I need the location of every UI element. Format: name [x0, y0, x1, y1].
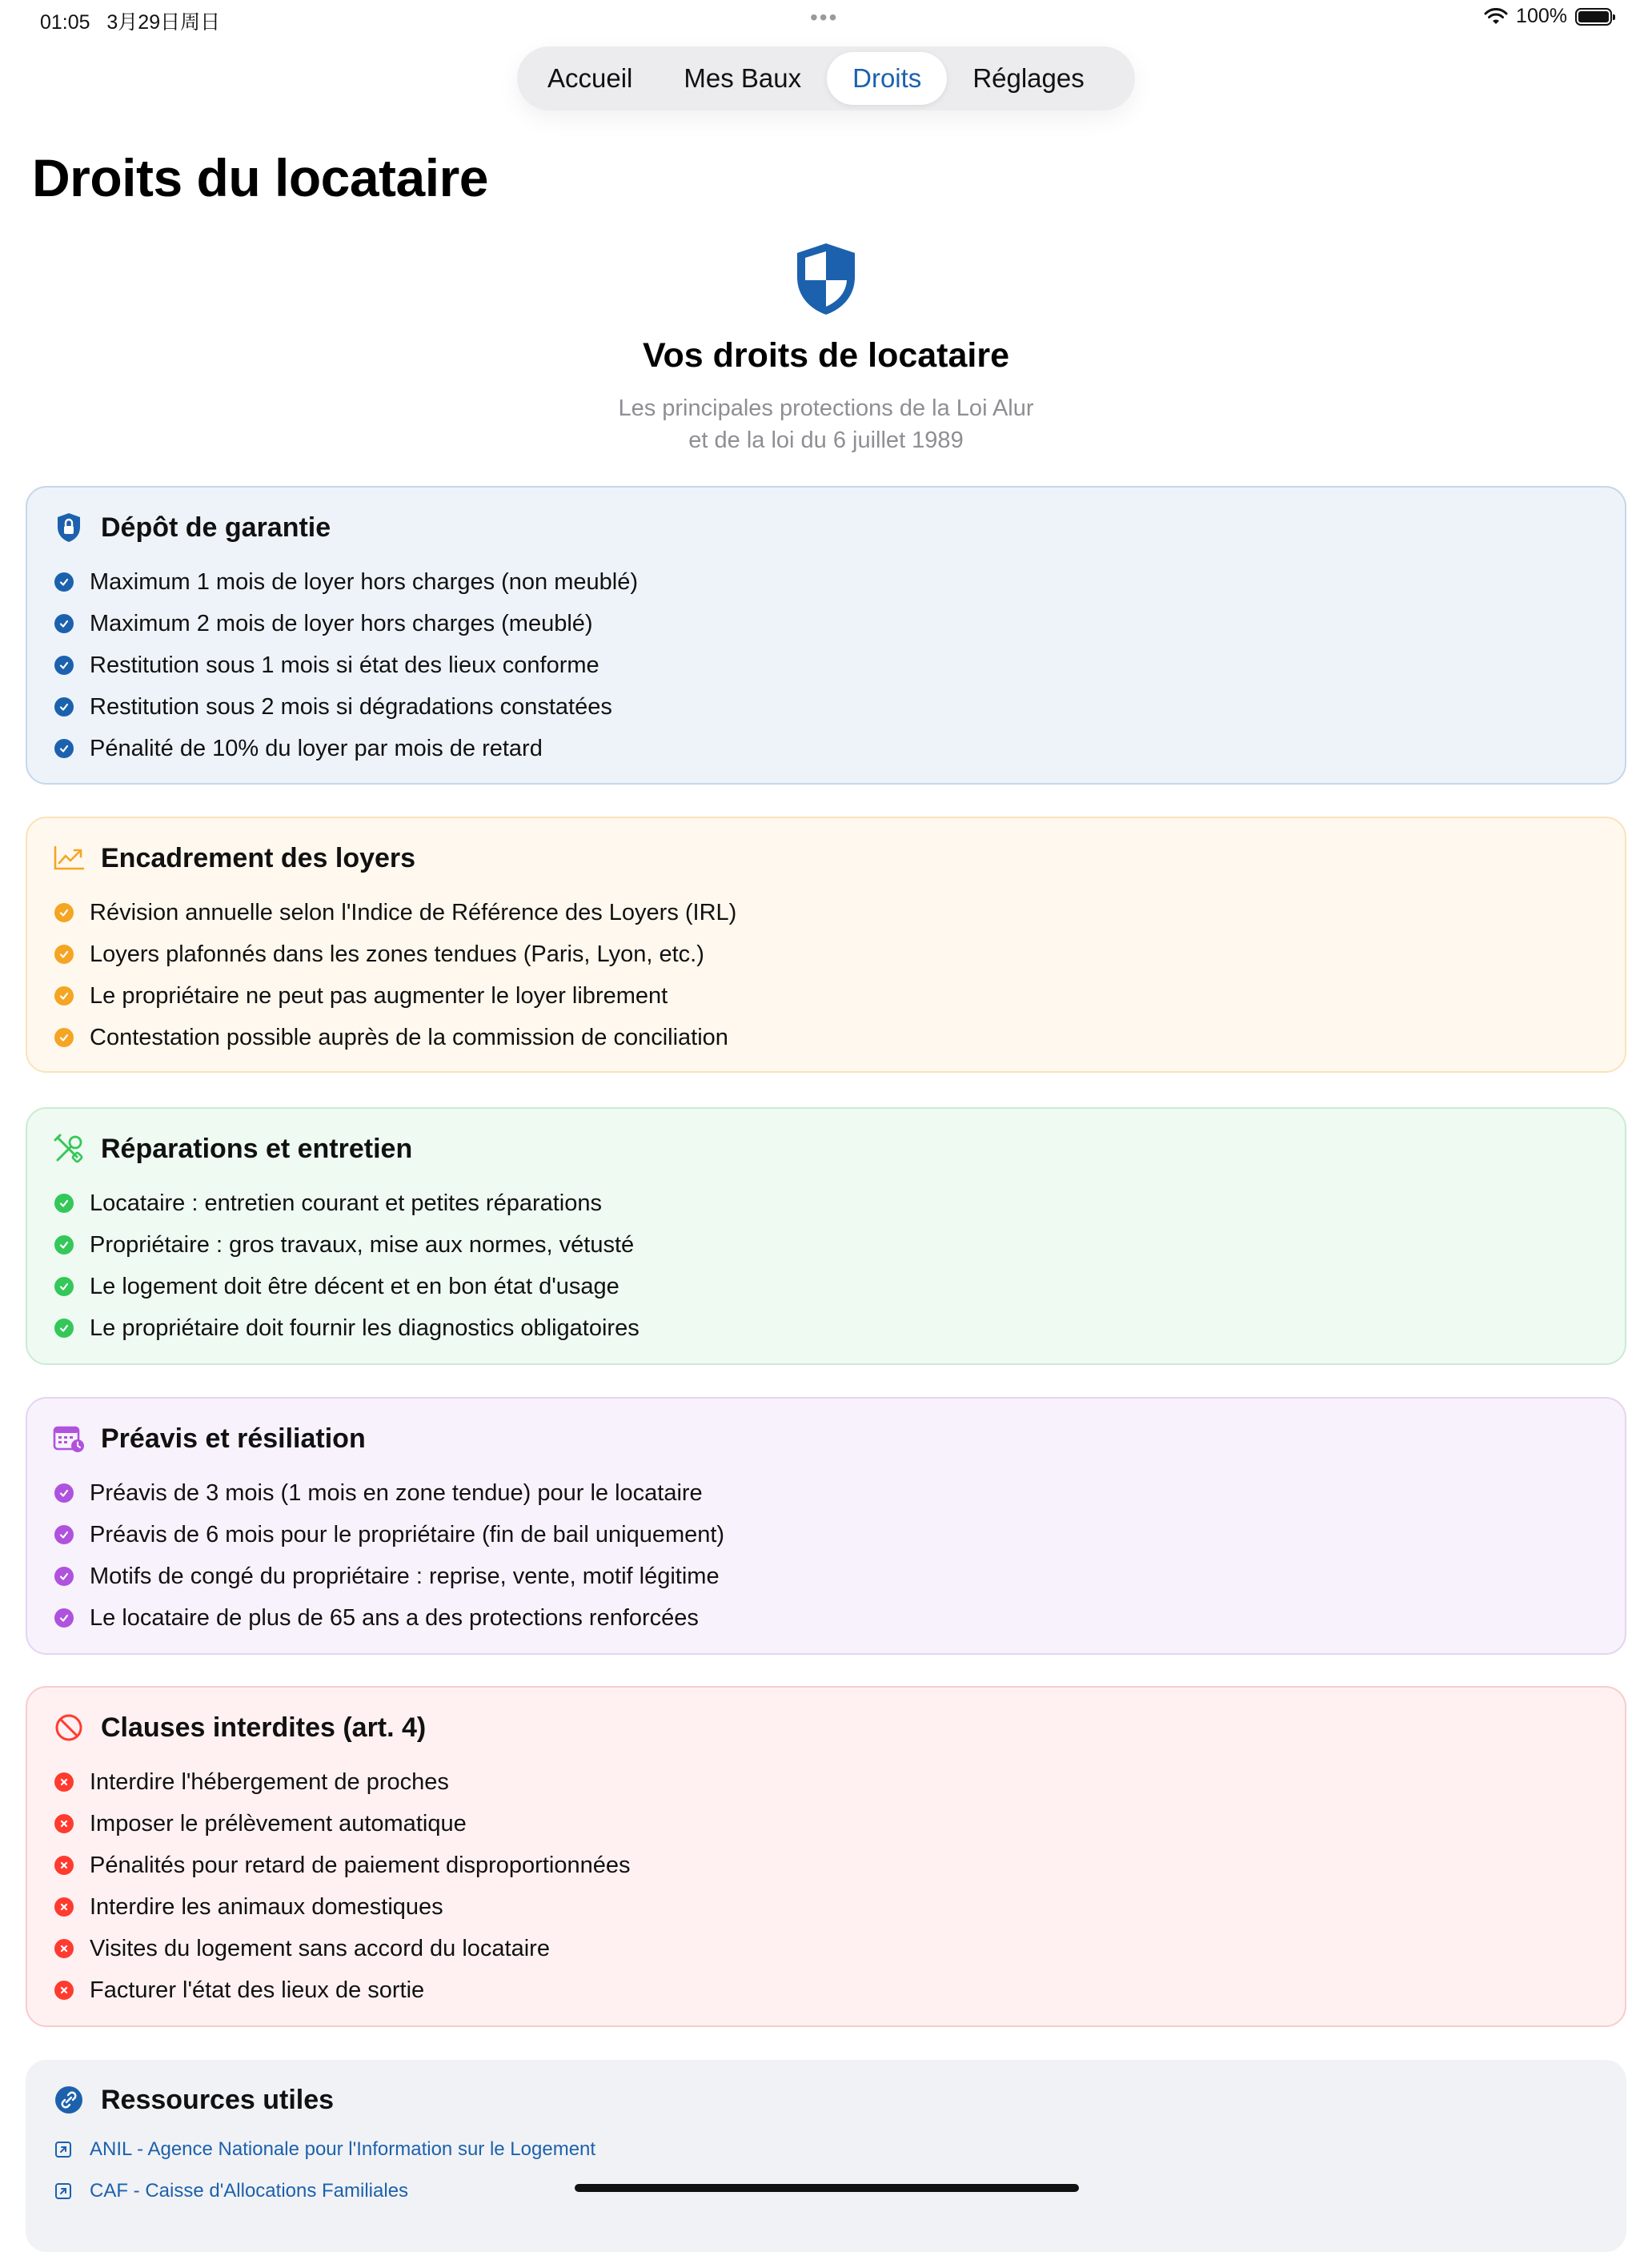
x-mark-icon — [54, 1814, 74, 1833]
list-item: Imposer le prélèvement automatique — [54, 1803, 630, 1845]
checkmark-icon — [54, 1028, 74, 1047]
checkmark-icon — [54, 656, 74, 675]
checkmark-icon — [54, 1277, 74, 1296]
hero-title: Vos droits de locataire — [642, 336, 1009, 375]
section-title: Préavis et résiliation — [101, 1423, 366, 1454]
list-item: Pénalités pour retard de paiement disproportionnées — [54, 1845, 630, 1886]
status-bar — [0, 0, 1652, 38]
shield-icon — [792, 240, 860, 317]
external-link-icon — [54, 2141, 72, 2158]
list-item: Maximum 2 mois de loyer hors charges (meublé) — [54, 603, 638, 644]
status-right — [1484, 5, 1612, 28]
link-icon — [53, 2084, 85, 2116]
tab-reglages[interactable]: Réglages — [972, 63, 1085, 93]
checkmark-icon — [54, 1525, 74, 1544]
list-item: Propriétaire : gros travaux, mise aux normes, vétusté — [54, 1224, 640, 1266]
list-item: Loyers plafonnés dans les zones tendues (Paris, Lyon, etc.) — [54, 933, 736, 975]
section-depot-garantie — [26, 486, 1626, 785]
checkmark-icon — [54, 1319, 74, 1338]
section-title: Encadrement des loyers — [101, 842, 416, 873]
section-title: Ressources utiles — [101, 2084, 335, 2115]
list-item: Restitution sous 2 mois si dégradations constatées — [54, 686, 638, 728]
list-item: Le locataire de plus de 65 ans a des protections renforcées — [54, 1597, 724, 1639]
checkmark-icon — [54, 1483, 74, 1503]
x-mark-icon — [54, 1981, 74, 2000]
tab-bar — [517, 46, 1135, 110]
tab-mes-baux[interactable]: Mes Baux — [684, 63, 802, 93]
x-mark-icon — [54, 1856, 74, 1875]
prohibited-icon — [53, 1712, 85, 1744]
checkmark-icon — [54, 945, 74, 964]
list-item: Pénalité de 10% du loyer par mois de retard — [54, 728, 638, 769]
list-item: Contestation possible auprès de la commission de conciliation — [54, 1017, 736, 1058]
list-item: Maximum 1 mois de loyer hors charges (non meublé) — [54, 561, 638, 603]
checkmark-icon — [54, 1567, 74, 1586]
checkmark-icon — [54, 614, 74, 633]
list-item: Motifs de congé du propriétaire : reprise, vente, motif légitime — [54, 1556, 724, 1597]
section-title: Dépôt de garantie — [101, 512, 331, 543]
tab-accueil[interactable]: Accueil — [547, 63, 633, 93]
external-link-icon — [54, 2182, 72, 2200]
list-item: Préavis de 3 mois (1 mois en zone tendue) pour le locataire — [54, 1472, 724, 1514]
section-title: Clauses interdites (art. 4) — [101, 1712, 427, 1743]
list-item: Révision annuelle selon l'Indice de Référence des Loyers (IRL) — [54, 892, 736, 933]
chart-up-icon — [53, 842, 85, 874]
link-anil[interactable]: ANIL - Agence Nationale pour l'Information sur le Logement — [54, 2129, 595, 2170]
lock-shield-icon — [53, 512, 85, 544]
list-item: Facturer l'état des lieux de sortie — [54, 1969, 630, 2011]
list-item: Interdire les animaux domestiques — [54, 1886, 630, 1928]
checkmark-icon — [54, 739, 74, 758]
wifi-icon — [1484, 8, 1508, 26]
list-item: Le logement doit être décent et en bon état d'usage — [54, 1266, 640, 1307]
list-item: Locataire : entretien courant et petites réparations — [54, 1182, 640, 1224]
checkmark-icon — [54, 1194, 74, 1213]
list-item: Le propriétaire ne peut pas augmenter le loyer librement — [54, 975, 736, 1017]
section-clauses-interdites — [26, 1686, 1626, 2027]
calendar-clock-icon — [53, 1423, 85, 1455]
section-encadrement-loyers — [26, 817, 1626, 1073]
checkmark-icon — [54, 697, 74, 717]
x-mark-icon — [54, 1939, 74, 1958]
list-item: Le propriétaire doit fournir les diagnostics obligatoires — [54, 1307, 640, 1349]
list-item: Interdire l'hébergement de proches — [54, 1761, 630, 1803]
tab-droits[interactable]: Droits — [827, 52, 947, 105]
x-mark-icon — [54, 1772, 74, 1792]
home-indicator[interactable] — [575, 2184, 1079, 2192]
checkmark-icon — [54, 903, 74, 922]
checkmark-icon — [54, 1608, 74, 1628]
section-reparations-entretien — [26, 1107, 1626, 1365]
x-mark-icon — [54, 1897, 74, 1917]
checkmark-icon — [54, 1235, 74, 1254]
section-ressources — [26, 2060, 1626, 2252]
link-caf[interactable]: CAF - Caisse d'Allocations Familiales — [54, 2170, 595, 2212]
list-item: Restitution sous 1 mois si état des lieux conforme — [54, 644, 638, 686]
battery-icon — [1575, 8, 1612, 26]
page-title: Droits du locataire — [32, 148, 488, 207]
section-preavis-resiliation — [26, 1397, 1626, 1655]
status-time: 01:05 3月29日周日 — [40, 11, 221, 34]
tools-icon — [53, 1133, 85, 1165]
multitask-dots-icon[interactable]: ••• — [810, 5, 839, 30]
battery-percent: 100% — [1516, 5, 1567, 27]
hero-subtitle: Les principales protections de la Loi Alur et de la loi du 6 juillet 1989 — [618, 395, 1034, 453]
checkmark-icon — [54, 572, 74, 592]
section-title: Réparations et entretien — [101, 1133, 413, 1164]
list-item: Préavis de 6 mois pour le propriétaire (fin de bail uniquement) — [54, 1514, 724, 1556]
checkmark-icon — [54, 986, 74, 1006]
list-item: Visites du logement sans accord du locataire — [54, 1928, 630, 1969]
